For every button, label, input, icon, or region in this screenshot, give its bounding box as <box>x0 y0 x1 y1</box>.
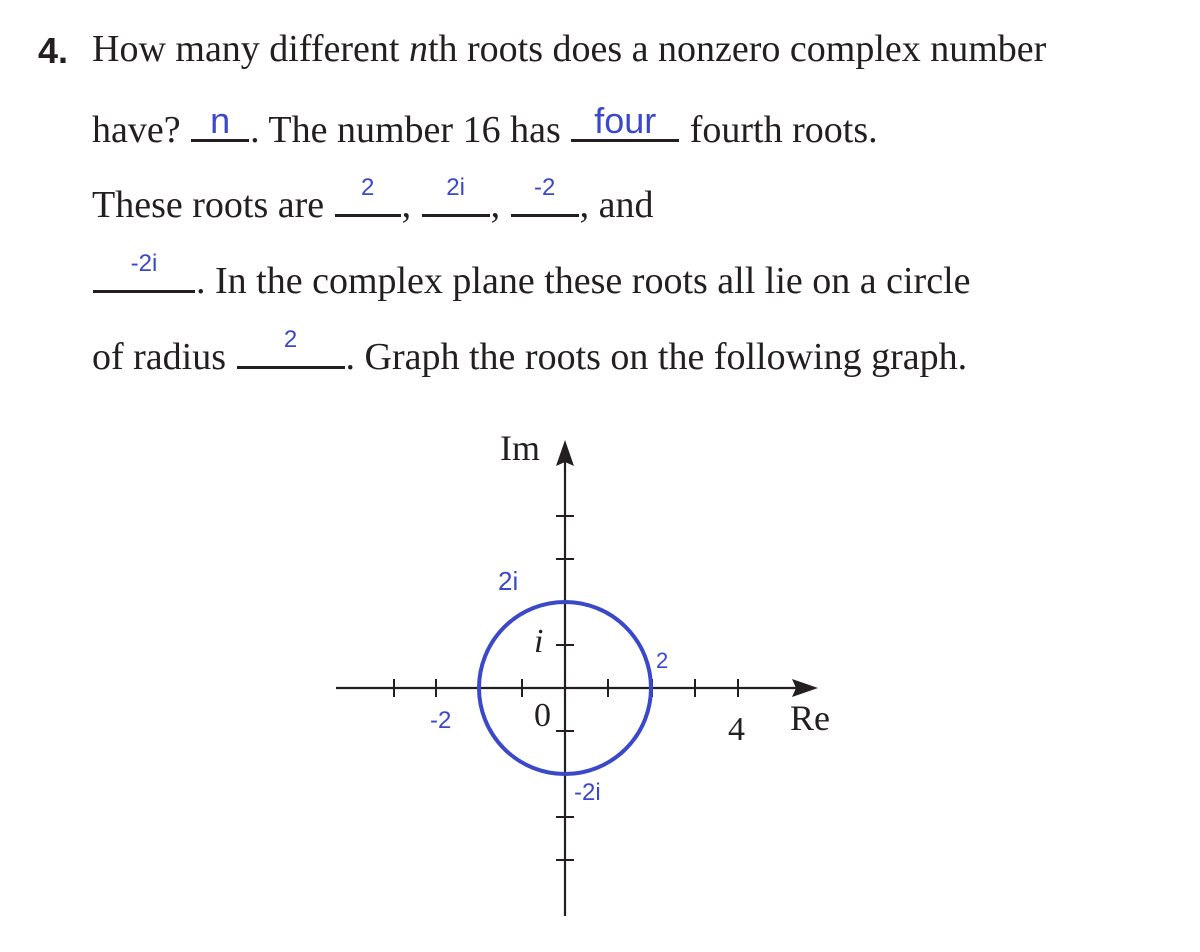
line1-text-before: How many different <box>92 28 409 70</box>
problem-number: 4. <box>38 30 69 71</box>
line3-text-a: These roots are <box>92 184 325 226</box>
i-tick-label: i <box>534 623 544 660</box>
hand-label-neg2i: -2i <box>574 779 601 806</box>
comma-2: , <box>490 184 501 226</box>
hand-label-2i: 2i <box>498 566 519 596</box>
answer-radius: 2 <box>283 326 298 353</box>
line2-text-c: fourth roots. <box>689 109 878 151</box>
line3-and: , and <box>579 184 654 226</box>
answer-four: four <box>594 100 657 141</box>
hand-label-2: 2 <box>656 648 669 673</box>
x-axis-label: Re <box>790 698 830 738</box>
x-tick-label-4: 4 <box>728 711 745 748</box>
hand-label-neg2: -2 <box>430 707 452 734</box>
answer-n: n <box>210 100 231 141</box>
answer-root4: -2i <box>130 250 158 277</box>
line5-text-a: of radius <box>92 336 227 378</box>
answer-root2: 2i <box>446 174 465 201</box>
italic-n: n <box>408 28 428 70</box>
line2-text-b: . The number 16 has <box>250 109 561 151</box>
line1-text-after: th roots does a nonzero complex number <box>427 28 1047 70</box>
line2-text-a: have? <box>92 109 181 151</box>
answer-root1: 2 <box>360 174 375 201</box>
y-axis-label: Im <box>500 428 540 468</box>
origin-label: 0 <box>534 697 551 734</box>
line5-text-b: . Graph the roots on the following graph. <box>345 336 968 378</box>
comma-1: , <box>401 184 412 226</box>
answer-root3: -2 <box>533 174 556 201</box>
line4-text-b: . In the complex plane these roots all lie on a circle <box>196 260 971 302</box>
